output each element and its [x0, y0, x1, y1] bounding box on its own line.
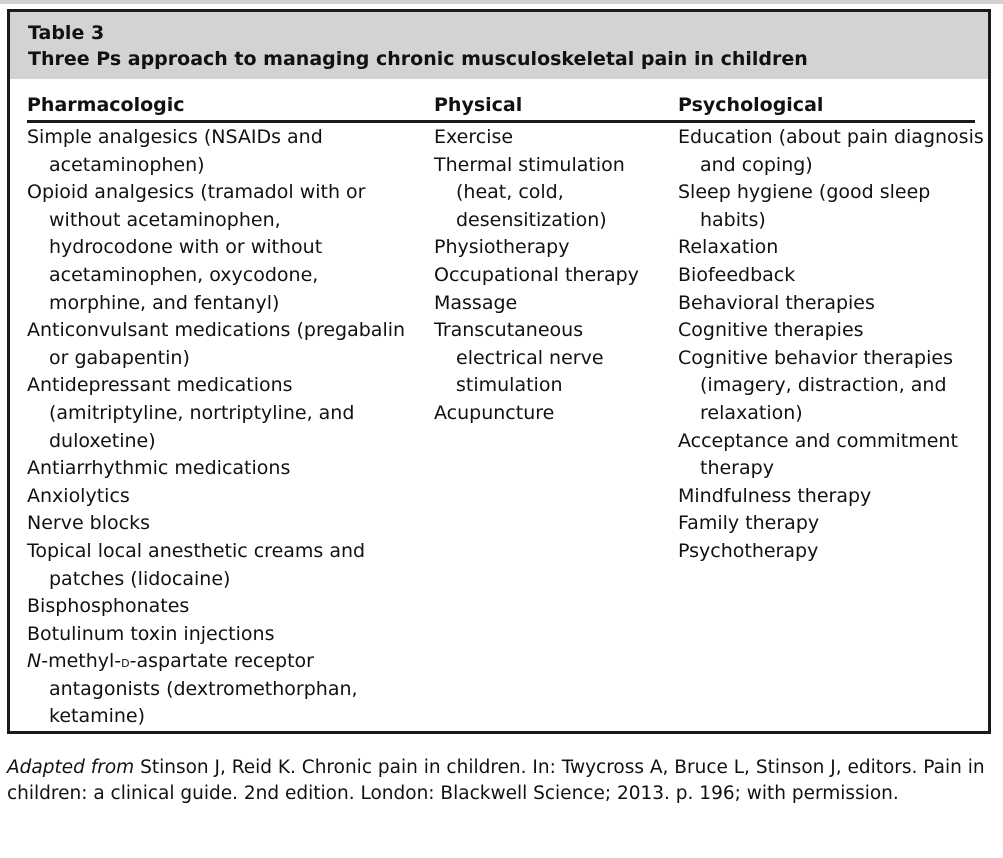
list-item: Behavioral therapies [678, 291, 875, 314]
list-item: Occupational therapy [434, 263, 639, 286]
list-item-nmda [27, 648, 407, 731]
table-title: Three Ps approach to managing chronic musculoskeletal pain in children [28, 48, 808, 70]
list-item: Exercise [434, 126, 514, 148]
footnote-italic-lead: Adapted from [7, 757, 135, 778]
list-item: Simple analgesics (NSAIDs and acetaminophen) [27, 126, 323, 176]
physical-list [434, 124, 669, 428]
nmda-methyl: -methyl- [41, 650, 122, 673]
list-item: Cognitive therapies [678, 319, 864, 342]
list-item: Biofeedback [678, 263, 796, 286]
list-item: Transcutaneous electrical nerve stimulation [434, 319, 604, 397]
list-item: Anticonvulsant medications (pregabalin or gabapentin) [27, 319, 406, 369]
nmda-italic-n: N [27, 650, 42, 673]
list-item: Psychotherapy [678, 539, 819, 562]
list-item: Acupuncture [434, 401, 555, 424]
list-item: Cognitive behavior therapies (imagery, distraction, and relaxation) [678, 346, 953, 424]
column-header-row [27, 92, 975, 123]
list-item: Botulinum toxin injections [27, 622, 275, 645]
list-item: Bisphosphonates [27, 595, 190, 618]
nmda-smallcaps-d: d [121, 652, 130, 672]
list-item: Opioid analgesics (tramadol with or without acetaminophen, hydrocodone with or without acetaminophen, oxycodone, morphine, and fentanyl) [27, 181, 366, 314]
footnote-text: Stinson J, Reid K. Chronic pain in children. In: Twycross A, Bruce L, Stinson J, editors. Pain in children: a clinical guide. 2nd edition. London: Blackwell Science; 2013. p. 196; with permission. [7, 757, 985, 804]
list-item: Relaxation [678, 236, 779, 259]
psychological-list [678, 124, 988, 566]
table-container [7, 9, 991, 734]
column-header-pharmacologic: Pharmacologic [27, 94, 185, 116]
list-item: Anxiolytics [27, 484, 130, 507]
table-label: Table 3 [28, 22, 105, 44]
source-footnote [7, 755, 999, 807]
pharmacologic-list [27, 124, 407, 731]
list-item: Mindfulness therapy [678, 484, 872, 507]
list-item: Acceptance and commitment therapy [678, 429, 958, 480]
top-rule [0, 0, 1003, 4]
list-item: Massage [434, 291, 518, 314]
list-item: Education (about pain diagnosis and coping) [678, 126, 984, 176]
list-item: Sleep hygiene (good sleep habits) [678, 181, 931, 231]
table-header [10, 12, 988, 79]
nmda-rest: -aspartate receptor antagonists (dextromethorphan, ketamine) [49, 650, 358, 728]
list-item: Antiarrhythmic medications [27, 457, 291, 480]
list-item: Antidepressant medications (amitriptyline, nortriptyline, and duloxetine) [27, 374, 355, 452]
list-item: Topical local anesthetic creams and patches (lidocaine) [27, 539, 366, 590]
list-item: Thermal stimulation (heat, cold, desensitization) [434, 153, 625, 231]
column-header-psychological: Psychological [678, 94, 824, 116]
list-item: Nerve blocks [27, 512, 150, 535]
list-item: Physiotherapy [434, 236, 570, 259]
list-item: Family therapy [678, 512, 820, 535]
column-header-physical: Physical [434, 94, 523, 116]
